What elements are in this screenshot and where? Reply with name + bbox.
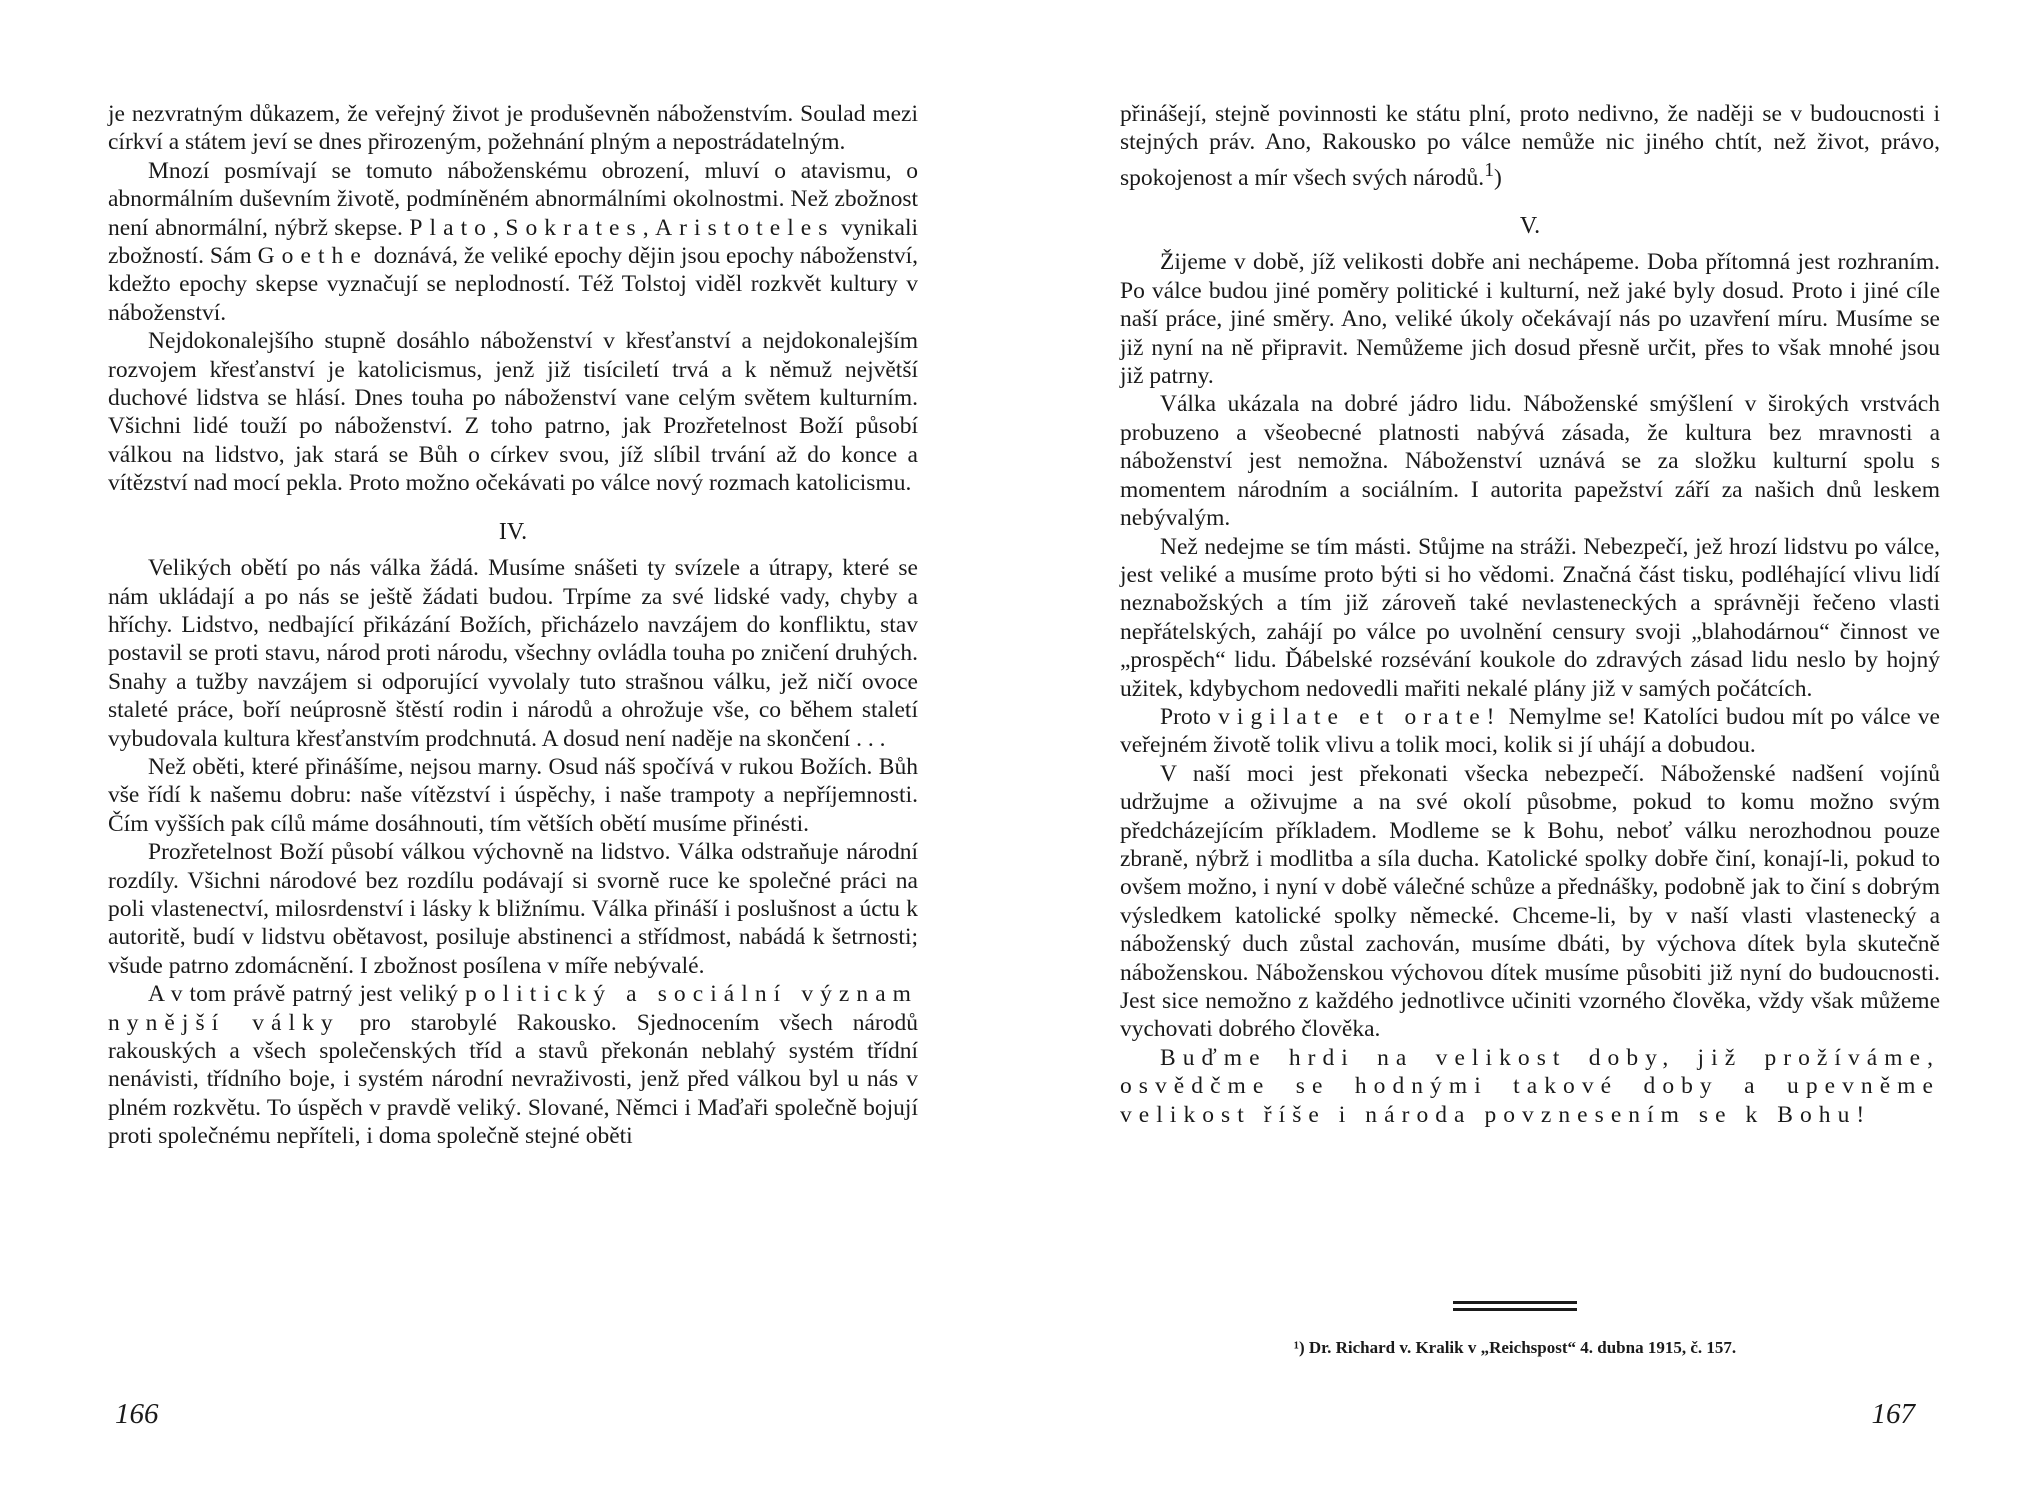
paragraph-text: A v tom právě patrný jest veliký bbox=[148, 981, 466, 1008]
paragraph-text: Nemylme se! Katolíci budou mít po válce ve veřejném životě tolik vlivu a tolik moci, kolik si jí uhájí a dobudou. bbox=[1120, 703, 1940, 759]
name-plato: Plato bbox=[409, 214, 493, 241]
paragraph: je nezvratným důkazem, že veřejný život je produševněn náboženstvím. Soulad mezi církví a státem jeví se dnes přirozeným, požehnání plným a nepostrádatelným. bbox=[108, 101, 918, 156]
paragraph-text: pro starobylé Rakousko. Sjednocením všech národů rakouských a všech společenských tříd a stavů překonán neblahý systém třídní nenávisti, třídního boje, i systém národní nevraživosti, jenž před válkou byl u nás v plném rozkvětu. To úspěch v pravdě veliký. Slované, Němci i Maďaři společně bojují proti společnému nepříteli, i doma společně stejné oběti bbox=[108, 1009, 918, 1150]
footnote: ¹) Dr. Richard v. Kralik v „Reichspost“ 4. dubna 1915, č. 157. bbox=[1293, 1338, 1737, 1357]
name-sokrates: Sokrates bbox=[505, 214, 643, 241]
page-number: 166 bbox=[115, 1398, 159, 1430]
paragraph: V naší moci jest překonati všecka nebezpečí. Náboženské nadšení vojínů udržujme a oživujme a na své okolí působme, pokud to komu možno svým předcházejícím příkladem. Modleme se k Bohu, neboť válku nerozhodnou pouze zbraně, nýbrž i modlitba a síla ducha. Katolické spolky dobře činí, konají-li, pokud to ovšem možno, i nyní v době válečné schůze a přednášky, podobně jak to činí s dobrým výsledkem katolické spolky německé. Chceme-li, by v naší vlasti vlastenecký a náboženský duch zůstal zachován, musíme dbáti, by výchova dítek byla skutečně náboženskou. Náboženskou výchovou dítek musíme působiti již nyní do budoucnosti. Jest sice nemožno z každého jednotlivce učiniti vzorného člověka, vždy však můžeme vychovati dobrého člověka. bbox=[1120, 760, 1940, 1043]
paragraph-text: , bbox=[642, 214, 656, 241]
footnote-ref: 1 bbox=[1484, 159, 1494, 181]
paragraph: Než nedejme se tím másti. Stůjme na stráži. Nebezpečí, jež hrozí lidstvu po válce, jest veliké a musíme proto býti si ho vědomi. Značná část tisku, podléhající vlivu lidí neznabožských a tím již zároveň také nevlasteneckých a správněji řečeno vlasti nepřátelských, zahájí po válce po uvolnění censury svoji „blahodárnou“ činnost ve „prospěch“ lidu. Ďábelské rozsévání koukole do zdravých zásad lidu neslo by hojný užitek, kdybychom nedovedli mařiti nekalé plány již v samých počátcích. bbox=[1120, 533, 1940, 702]
paragraph-text: ) bbox=[1493, 164, 1502, 191]
section-heading-iv: IV. bbox=[498, 518, 528, 545]
paragraph-text: Mnozí posmívají se tomuto náboženskému obrození, mluví o atavismu, o abnormálním duševním životě, podmíněném abnormálními okolnostmi. Než zbožnost není abnormální, nýbrž skepse. bbox=[108, 157, 918, 241]
section-heading-v: V. bbox=[1519, 213, 1541, 240]
paragraph: Prozřetelnost Boží působí válkou výchovně na lidstvo. Válka odstraňuje národní rozdíly. Všichni národové bez rozdílu podávají si svorně ruce ke společné práci na poli vlastenectví, milosrdenství i lásky k bližnímu. Válka přináší i poslušnost a úctu k autoritě, budí v lidstvu obětavost, posiluje abstinenci a střídmost, nabádá k šetrnosti; všude patrno zdomácnění. I zbožnost posílena v míře nebývalé. bbox=[108, 839, 918, 979]
right-page bbox=[1010, 0, 2020, 1501]
paragraph: Než oběti, které přinášíme, nejsou marny. Osud náš spočívá v rukou Božích. Bůh vše řídí k našemu dobru: naše vítězství i úspěchy, i naše trampoty a nepříjemnosti. Čím vyšších pak cílů máme dosáhnouti, tím větších obětí musíme přinésti. bbox=[108, 753, 918, 837]
name-goethe: Goethe bbox=[257, 243, 368, 270]
page-number: 167 bbox=[1871, 1398, 1915, 1430]
paragraph: Velikých obětí po nás válka žádá. Musíme snášeti ty svízele a útrapy, které se nám ukládají a po nás se ještě žádati budou. Trpíme za své lidské vady, chyby a hříchy. Lidstvo, nedbající přikázání Božích, přicházelo navzájem do konfliktu, stav postavil se proti stavu, národ proti národu, všechny ovládla touha po zničení druhých. Snahy a tužby navzájem si odporující vyvolaly tuto strašnou válku, jež ničí ovoce staleté práce, boří neúprosně štěstí rodin i národů a ohrožuje vše, co během staletí vybudovala kultura křesťanstvím prodchnutá. A dosud není naděje na skončení . . . bbox=[108, 555, 918, 752]
left-text-column bbox=[108, 100, 918, 1151]
paragraph: Nejdokonalejšího stupně dosáhlo náboženství v křesťanství a nejdokonalejším rozvojem křesťanství je katolicismus, jenž již tisíciletí trvá a k němuž největší duchové lidstva se hlásí. Dnes touha po náboženství vane celým světem kulturním. Všichni lidé touží po náboženství. Z toho patrno, jak Prozřetelnost Boží působí válkou na lidstvo, jak stará se Bůh o církev svou, jíž slíbil trvání až do konce a vítězství nad mocí pekla. Proto možno očekávati po válce nový rozmach katolicismu. bbox=[108, 328, 918, 497]
paragraph bbox=[108, 157, 918, 327]
spaced-emphasis: politický a sociální význam nynější války bbox=[108, 981, 919, 1036]
paragraph bbox=[1120, 703, 1940, 760]
spaced-emphasis: vigilate et orate! bbox=[1218, 703, 1502, 730]
paragraph-text: přinášejí, stejně povinnosti ke státu plní, proto nedivno, že naději se v budoucnosti i stejných práv. Ano, Rakousko po válce nemůže nic jiného chtít, než život, právo, spokojenost a mír všech svých národů. bbox=[1120, 101, 1940, 191]
paragraph: Válka ukázala na dobré jádro lidu. Náboženské smýšlení v širokých vrstvách probuzeno a všeobecné platnosti nabývá zásada, že kultura bez mravnosti a náboženství jest nemožna. Náboženství uznává se za složku kulturní spolu s momentem národním a sociálním. I autorita papežství září za našich dnů leskem nebývalým. bbox=[1120, 391, 1940, 532]
paragraph bbox=[108, 980, 918, 1150]
paragraph-text: , bbox=[492, 214, 506, 241]
name-aristoteles: Aristoteles bbox=[655, 214, 835, 241]
paragraph-text: vynikali zbožností. Sám bbox=[108, 214, 919, 270]
separator-rule bbox=[1010, 1301, 2020, 1311]
paragraph: Žijeme v době, jíž velikosti dobře ani nechápeme. Doba přítomná jest rozhraním. Po válce budou jiné poměry politické i kulturní, než jaké byly dosud. Proto i jiné cíle naší práce, jiné směry. Ano, veliké úkoly očekávají nás po uzavření míru. Musíme se již nyní na ně připravit. Nemůžeme jich dosud přesně určit, přes to však mnohé jsou již patrny. bbox=[1120, 249, 1940, 390]
paragraph bbox=[1120, 100, 1940, 192]
right-text-column bbox=[1120, 100, 1940, 1129]
double-rule bbox=[1453, 1301, 1577, 1311]
paragraph-text: Proto bbox=[1160, 703, 1219, 730]
closing-paragraph: Buďme hrdi na velikost doby, již prožíváme, osvědčme se hodnými takové doby a upevněme velikost říše i národa povznesením se k Bohu! bbox=[1120, 1044, 1940, 1128]
paragraph-text: doznává, že veliké epochy dějin jsou epochy náboženství, kdežto epochy skepse vyznačují se neplodností. Též Tolstoj viděl rozkvět kultury v náboženství. bbox=[108, 243, 919, 326]
